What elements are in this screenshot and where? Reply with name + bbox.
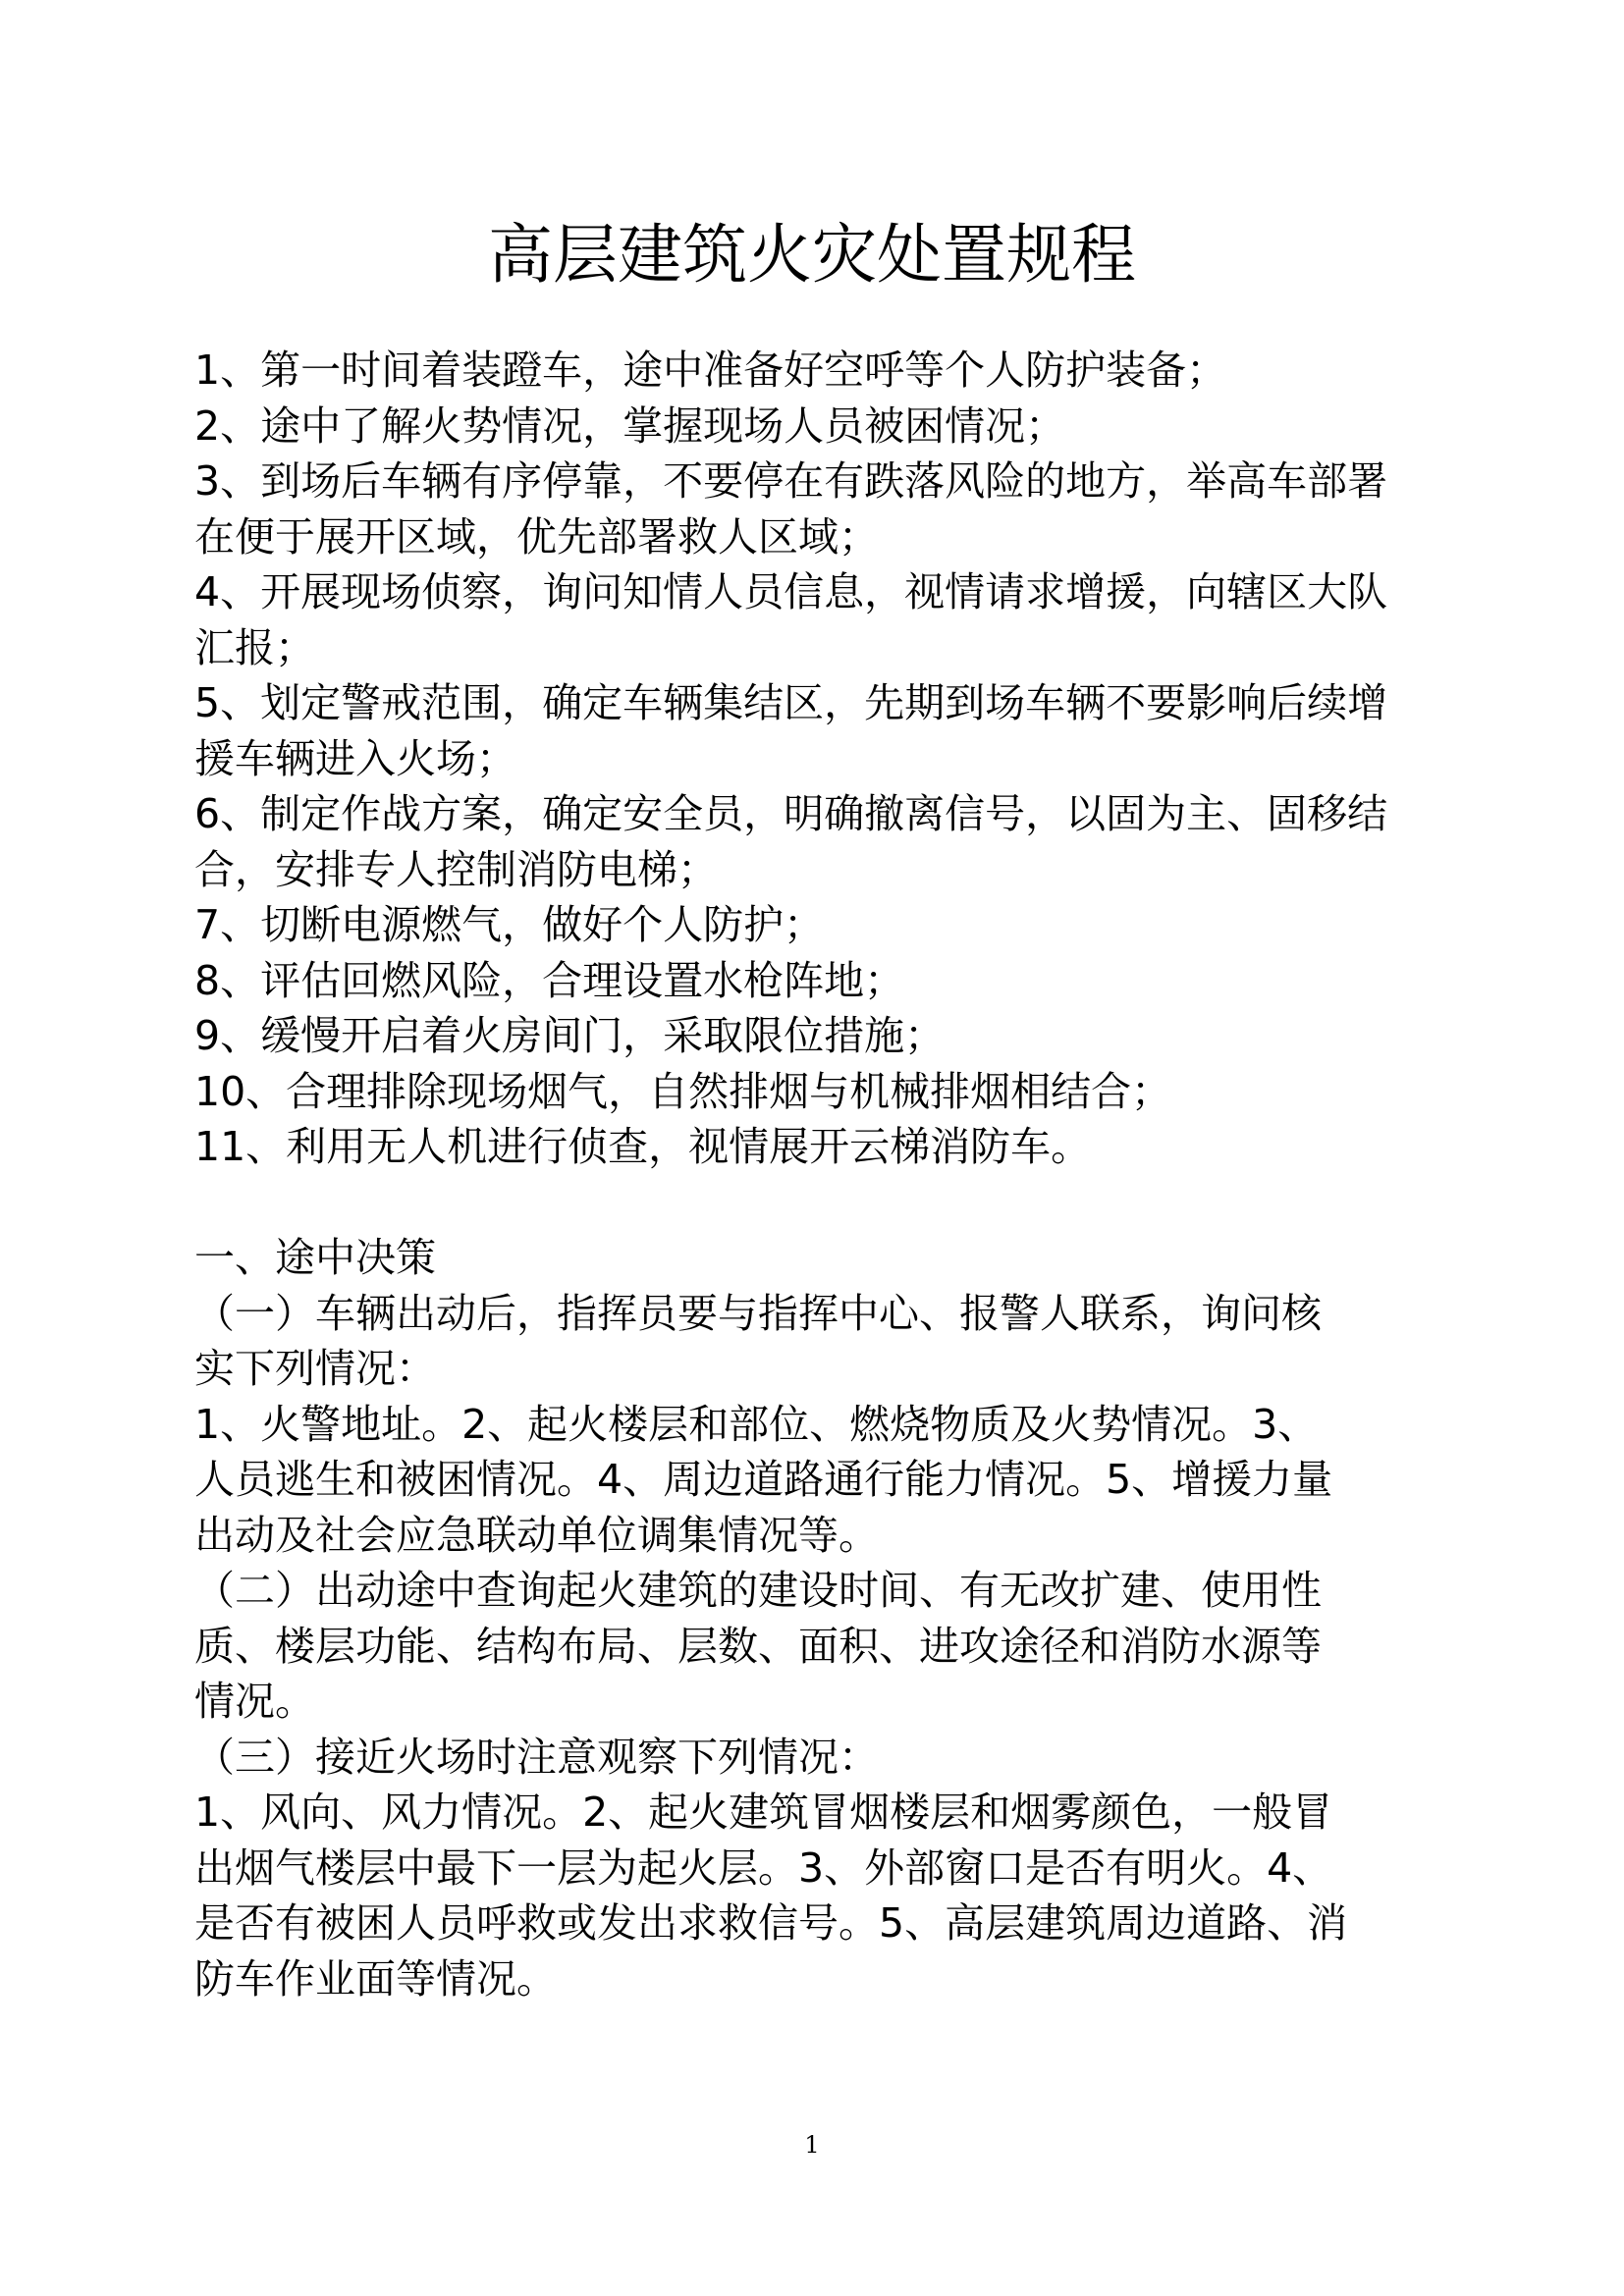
text-line: 8、评估回燃风险，合理设置水枪阵地；: [194, 956, 905, 1004]
text-line: 5、划定警戒范围，确定车辆集结区，先期到场车辆不要影响后续增: [194, 679, 1388, 726]
text-line: 9、缓慢开启着火房间门，采取限位措施；: [194, 1012, 946, 1059]
text-line: 11、利用无人机进行侦查，视情展开云梯消防车。: [194, 1123, 1092, 1170]
text-line: 1、第一时间着装蹬车，途中准备好空呼等个人防护装备；: [194, 347, 1227, 394]
text-line: 1、风向、风力情况。2、起火建筑冒烟楼层和烟雾颜色，一般冒: [194, 1789, 1333, 1836]
page-title: 高层建筑火灾处置规程: [488, 217, 1136, 293]
text-line: 7、切断电源燃气，做好个人防护；: [194, 901, 825, 948]
text-line: 援车辆进入火场；: [194, 734, 516, 782]
text-line: （一）车辆出动后，指挥员要与指挥中心、报警人联系，询问核: [194, 1289, 1322, 1337]
text-line: 出动及社会应急联动单位调集情况等。: [194, 1511, 879, 1559]
text-line: 合，安排专人控制消防电梯；: [194, 845, 718, 893]
text-line: 质、楼层功能、结构布局、层数、面积、进攻途径和消防水源等: [194, 1622, 1322, 1670]
text-line: 2、途中了解火势情况，掌握现场人员被困情况；: [194, 401, 1066, 450]
text-line: 4、开展现场侦察，询问知情人员信息，视情请求增援，向辖区大队: [194, 568, 1388, 615]
text-line: 人员逃生和被困情况。4、周边道路通行能力情况。5、增援力量: [194, 1456, 1333, 1503]
text-line: 在便于展开区域，优先部署救人区域；: [194, 512, 879, 561]
page-number: 1: [804, 2131, 820, 2159]
text-line: 情况。: [194, 1678, 315, 1725]
text-line: 是否有被困人员呼救或发出求救信号。5、高层建筑周边道路、消: [194, 1899, 1348, 1947]
text-line: 一、途中决策: [194, 1234, 436, 1281]
text-line: 汇报；: [194, 623, 315, 671]
text-line: （三）接近火场时注意观察下列情况：: [194, 1733, 879, 1781]
text-line: 3、到场后车辆有序停靠，不要停在有跌落风险的地方，举高车部署: [194, 457, 1388, 505]
text-line: 防车作业面等情况。: [194, 1954, 557, 2002]
text-line: 10、合理排除现场烟气，自然排烟与机械排烟相结合；: [194, 1067, 1172, 1115]
document-body: [194, 343, 1461, 2006]
text-line: 6、制定作战方案，确定安全员，明确撤离信号，以固为主、固移结: [194, 790, 1388, 837]
text-line: （二）出动途中查询起火建筑的建设时间、有无改扩建、使用性: [194, 1567, 1322, 1614]
text-line: 出烟气楼层中最下一层为起火层。3、外部窗口是否有明火。4、: [194, 1843, 1333, 1892]
text-line: 实下列情况：: [194, 1345, 436, 1392]
blank-line: [194, 1175, 1461, 1231]
text-line: 1、火警地址。2、起火楼层和部位、燃烧物质及火势情况。3、: [194, 1400, 1319, 1448]
